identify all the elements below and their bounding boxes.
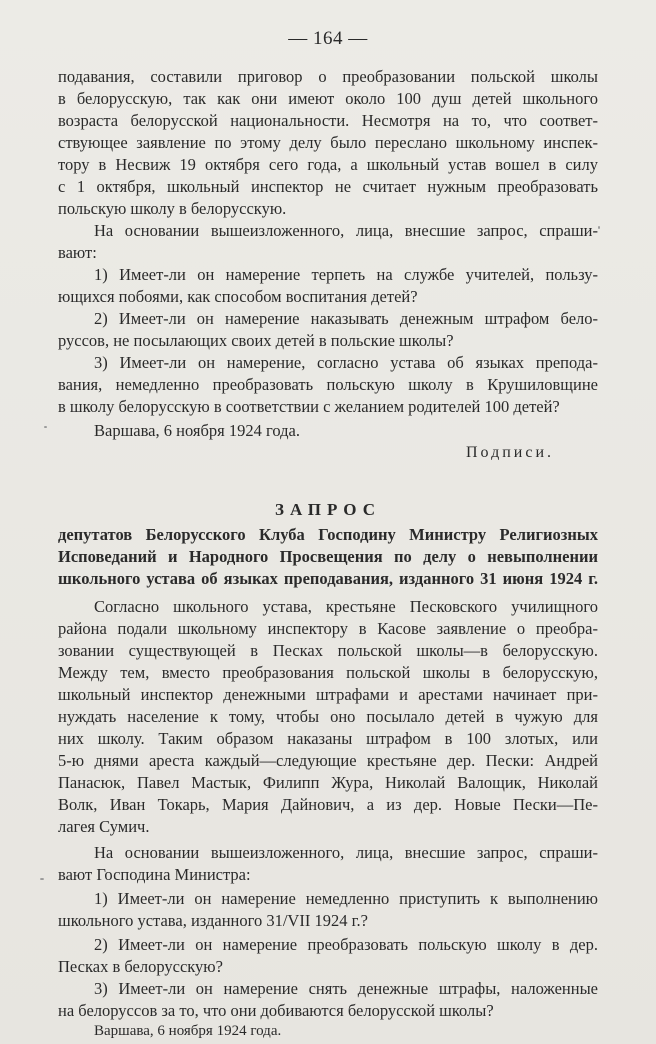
text-line: польскую школу в белорусскую. bbox=[58, 199, 287, 218]
text-line: вают: bbox=[58, 243, 97, 262]
page-number: — 164 — bbox=[288, 28, 368, 49]
text-line: тору в Несвиж 19 октября сего года, а школьный устав вошел в силу bbox=[58, 155, 598, 174]
question-line: 2) Имеет-ли он намерение преобразовать польскую школу в дер. bbox=[94, 935, 598, 954]
question-line: 1) Имеет-ли он намерение терпеть на службе учителей, пользу- bbox=[94, 265, 598, 284]
text-line: Панасюк, Павел Мастык, Филипп Жура, Николай Валощик, Николай bbox=[58, 773, 598, 792]
text-line: них школу. Таким образом наказаны штрафом в 100 злотых, или bbox=[58, 729, 598, 748]
text-line: вают Господина Министра: bbox=[58, 865, 251, 884]
subheading-line: Исповеданий и Народного Просвещения по делу о невыполнении bbox=[58, 547, 598, 566]
text-line: школьный инспектор денежными штрафами и арестами начинает при- bbox=[58, 685, 598, 704]
question-line: вания, немедленно преобразовать польскую школу в Крушиловщине bbox=[58, 375, 598, 394]
text-line: 5-ю днями ареста каждый—следующие крестьяне дер. Пески: Андрей bbox=[58, 751, 598, 770]
text-line: Волк, Иван Токарь, Мария Дайнович, а из дер. Новые Пески—Пе- bbox=[58, 795, 598, 814]
question-line: 3) Имеет-ли он намерение снять денежные штрафы, наложенные bbox=[94, 979, 598, 998]
text-line: лагея Сумич. bbox=[58, 817, 150, 836]
question-line: 2) Имеет-ли он намерение наказывать денежным штрафом бело- bbox=[94, 309, 598, 328]
subheading-line: депутатов Белорусского Клуба Господину Министру Религиозных bbox=[58, 525, 598, 544]
question-line: ющихся побоями, как способом воспитания детей? bbox=[58, 287, 418, 306]
question-line: 1) Имеет-ли он намерение немедленно приступить к выполнению bbox=[94, 889, 598, 908]
date-line: Варшава, 6 ноября 1924 года. bbox=[94, 421, 300, 440]
text-line: На основании вышеизложенного, лица, внесшие запрос, спраши- bbox=[94, 843, 598, 862]
text-line: возраста белорусской национальности. Несмотря на то, что соответ- bbox=[58, 111, 598, 130]
text-line: района подали школьному инспектору в Касове заявление о преобра- bbox=[58, 619, 598, 638]
paper-speck bbox=[40, 878, 44, 880]
text-line: ствующее заявление по этому делу было переслано школьному инспек- bbox=[58, 133, 598, 152]
date-line: Варшава, 6 ноября 1924 года. bbox=[94, 1023, 282, 1039]
signatures: Подписи. bbox=[466, 444, 555, 461]
subheading-line: школьного устава об языках преподавания, изданного 31 июня 1924 г. bbox=[58, 569, 598, 588]
paper-speck bbox=[598, 226, 600, 229]
question-line: в школу белорусскую в соответствии с желанием родителей 100 детей? bbox=[58, 397, 560, 416]
text-line: в белорусскую, так как они имеют около 100 душ детей школьного bbox=[58, 89, 598, 108]
text-line: На основании вышеизложенного, лица, внесшие запрос, спраши- bbox=[94, 221, 598, 240]
text-line: Между тем, вместо преобразования польской школы в белорусскую, bbox=[58, 663, 598, 682]
question-line: 3) Имеет-ли он намерение, согласно устава об языках препода- bbox=[94, 353, 598, 372]
text-line: подавания, составили приговор о преобразовании польской школы bbox=[58, 67, 598, 86]
question-line: Песках в белорусскую? bbox=[58, 957, 223, 976]
question-line: школьного устава, изданного 31/VII 1924 г.? bbox=[58, 911, 368, 930]
section-heading: ЗАПРОС bbox=[274, 500, 382, 519]
text-line: Согласно школьного устава, крестьяне Песковского училищного bbox=[94, 597, 598, 616]
paper-speck bbox=[44, 426, 47, 428]
question-line: на белоруссов за то, что они добиваются белорусской школы? bbox=[58, 1001, 494, 1020]
text-line: зовании существующей в Песках польской школы—в белорусскую. bbox=[58, 641, 598, 660]
text-line: с 1 октября, школьный инспектор не считает нужным преобразовать bbox=[58, 177, 598, 196]
text-line: нуждать население к тому, чтобы оно посылало детей в чужую для bbox=[58, 707, 598, 726]
question-line: руссов, не посылающих своих детей в польские школы? bbox=[58, 331, 454, 350]
